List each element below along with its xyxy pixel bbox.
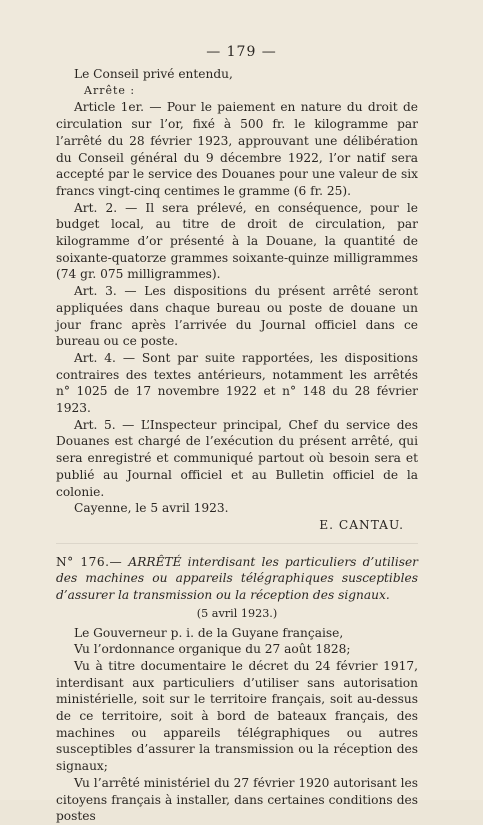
article-2: Art. 2. — Il sera prélevé, en conséquence, pour le budget local, au titre de droit de circulation, par kilogramme d’or présenté à la Douane, la quantité de soixante-quatorze grammes soixante-quinze milligrammes (74 gr. 075 milligrammes). (56, 200, 418, 282)
governor-line: Le Gouverneur p. i. de la Guyane française, (74, 625, 344, 640)
decree-number: N° 176.— (56, 554, 123, 569)
decree-reference: Vu à titre documentaire le décret du 24 février 1917, interdisant aux particuliers d’utiliser sans autorisation ministérielle, soit sur le territoire français, soit au-dessus de ce territoire, soit à bord de bateaux français, des machines ou appareils télégraphiques ou autres susceptibles d’assurer la transmission ou la réception des signaux; (56, 658, 418, 774)
decision-heading: Arrête : (84, 83, 136, 97)
paragraph-council: Le Conseil privé entendu, (74, 67, 233, 81)
ordinance-line: Vu l’ordonnance organique du 27 août 1828; (74, 642, 351, 657)
signature: E. CANTAU. (319, 517, 404, 532)
ministerial-order: Vu l’arrêté ministériel du 27 février 1920 autorisant les citoyens français à installer, dans certaines conditions des postes (56, 775, 418, 824)
page-content (56, 66, 418, 825)
decree-title (56, 554, 418, 604)
article-3: Art. 3. — Les dispositions du présent arrêté seront appliquées dans chaque bureau ou poste de douane un jour franc après l’arrivée du Journal officiel dans ce bureau ou ce poste. (56, 284, 418, 349)
place-date: Cayenne, le 5 avril 1923. (74, 501, 229, 516)
section-divider (56, 543, 418, 544)
decree-date: (5 avril 1923.) (196, 606, 278, 620)
article-4: Art. 4. — Sont par suite rapportées, les dispositions contraires des textes antérieurs, notamment les arrêtés n° 1025 de 17 novembre 1922 et n° 148 du 28 février 1923. (56, 350, 418, 416)
page-number: — 179 — (206, 44, 277, 60)
decree-title-text: ARRÊTÉ interdisant les particuliers d’utiliser des machines ou appareils télégraphiques susceptibles d’assurer la transmission ou la réception des signaux. (56, 554, 419, 603)
article-5: Art. 5. — L’Inspecteur principal, Chef du service des Douanes est chargé de l’exécution du présent arrêté, qui sera enregistré et communiqué partout où besoin sera et publié au Journal officiel et au Bulletin officiel de la colonie. (56, 417, 418, 499)
article-1: Article 1er. — Pour le paiement en nature du droit de circulation sur l’or, fixé à 500 fr. le kilogramme par l’arrêté du 28 février 1923, approuvant une délibération du Conseil général du 9 décembre 1922, l’or natif sera accepté par le service des Douanes pour une valeur de six francs vingt-cinq centimes le gramme (6 fr. 25). (56, 100, 418, 198)
